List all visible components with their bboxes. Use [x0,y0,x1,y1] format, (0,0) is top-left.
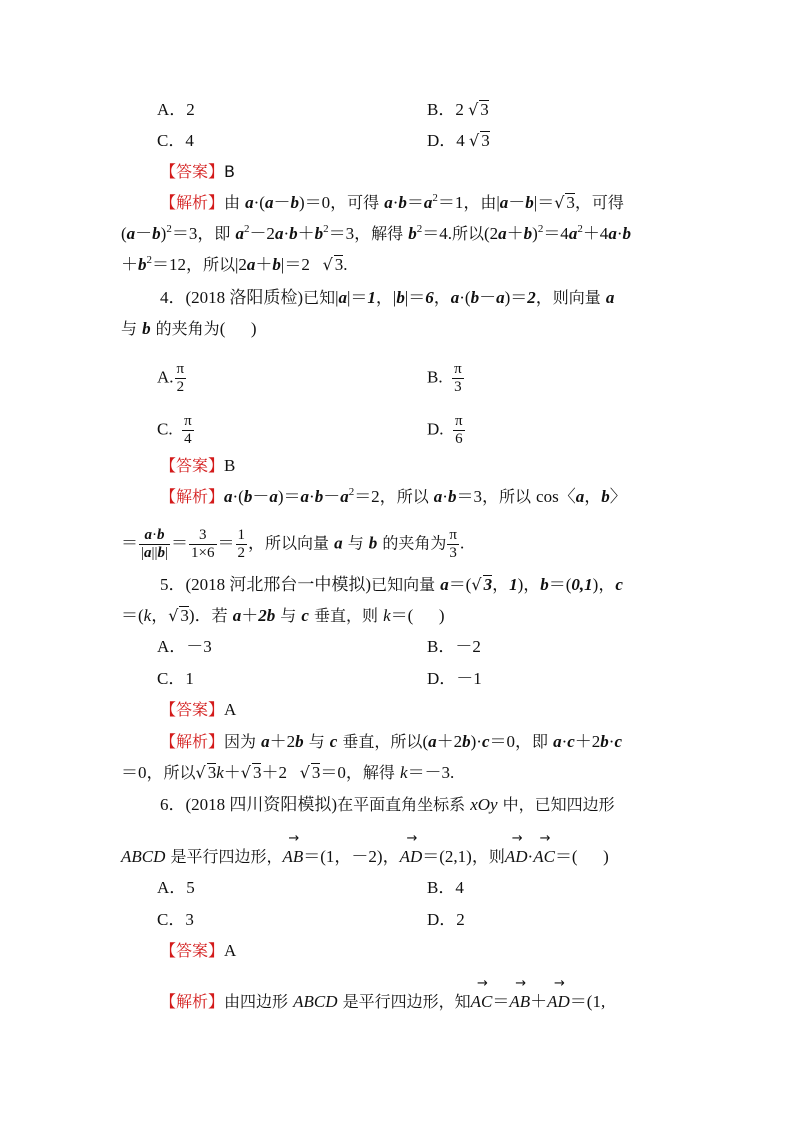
q6-analysis-line1: 【解析】由四边形 ABCD 是平行四边形，知 → AC＝ → AB＋ → AD＝(1, [160,976,606,1011]
q6-answer: 【答案】A [160,941,237,960]
q6-option-d: D．2 [427,910,465,929]
q4-answer: 【答案】B [160,456,236,475]
q4-stem-line1: 4．(2018 洛阳质检)已知|a|＝1，|b|＝6，a·(b－a)＝2，则向量 a [160,288,615,307]
q6-option-b: B．4 [427,878,464,897]
q5-option-a: A．－3 [157,637,212,656]
q4-stem-line2: 与 b 的夹角为( ) [121,319,257,338]
answer-tag: 【答案】 [160,162,225,181]
q5-analysis-line2: ＝0，所以√ 3k＋√ 3＋2 √ 3＝0，解得 k＝－3. [121,763,455,782]
answer-tag: 【答案】 [160,700,225,719]
q3-option-b: B．2 √ 3 [427,100,489,119]
q3-option-c: C．4 [157,131,194,150]
q3-option-a: A．2 [157,100,195,119]
q4-option-a: A. $\frac{\pi}{2}$ [157,361,185,395]
q4-option-c: C. $\frac{\pi}{4}$ [157,413,192,447]
q5-option-b: B．－2 [427,637,481,656]
q3-option-d: D．4 √ 3 [427,131,490,150]
q3-analysis-line2: $(a-b)^2=3$，即 $a^2-2a\cdot b+b^2=3$，解得 $b^2=4$.所以$(2a+b)^2=4a^2+4a\cdot b$ [121,223,631,243]
q4-option-d: D. $\frac{\pi}{6}$ [427,413,463,447]
analysis-tag: 【解析】 [160,487,225,506]
q3-analysis-line1: 【解析】由 a·(a－b)＝0，可得 $a\cdot b=a^2=1$，由|a－b|＝√ 3，可得 [160,192,624,212]
answer-tag: 【答案】 [160,456,225,475]
answer-tag: 【答案】 [160,941,225,960]
q3-analysis-line3: $+b^2=12$，所以|2a＋b|＝2 √ 3. [121,254,348,274]
q5-option-c: C．1 [157,669,194,688]
analysis-tag: 【解析】 [160,992,225,1011]
q5-stem-line1: 5．(2018 河北邢台一中模拟)已知向量 a＝(√ 3，1)，b＝(0,1)，c [160,575,623,594]
analysis-tag: 【解析】 [160,193,225,212]
q5-stem-line2: ＝(k，√ 3)．若 a＋2b 与 c 垂直，则 k＝( ) [121,606,445,625]
q5-option-d: D．－1 [427,669,482,688]
q5-answer: 【答案】A [160,700,237,719]
analysis-tag: 【解析】 [160,732,225,751]
q6-stem-line1: 6．(2018 四川资阳模拟)在平面直角坐标系 xOy 中，已知四边形 [160,795,615,814]
q4-analysis-line1: 【解析】$a\cdot(b-a)=a\cdot b-a^2=2$，所以 a·b＝3，所以 cos〈a，b〉 [160,486,627,506]
q3-answer: 【答案】B [160,162,235,181]
q6-stem-line2: ABCD 是平行四边形， → AB＝(1，－2)， → AD＝(2,1)，则 → AD· → AC＝( ) [121,831,609,866]
q5-analysis-line1: 【解析】因为 a＋2b 与 c 垂直，所以(a＋2b)·c＝0，即 a·c＋2b·c [160,732,623,751]
q4-analysis-line2: ＝ $\frac{a\cdot b}{|a||b|}$ ＝ $\frac{3}{1\times 6}$ ＝ $\frac{1}{2}$ ，所以向量 a 与 b 的夹角为 $\frac{\pi}{3}$ . [121,527,465,561]
q4-option-b: B. $\frac{\pi}{3}$ [427,361,462,395]
q6-option-a: A．5 [157,878,195,897]
q6-option-c: C．3 [157,910,194,929]
